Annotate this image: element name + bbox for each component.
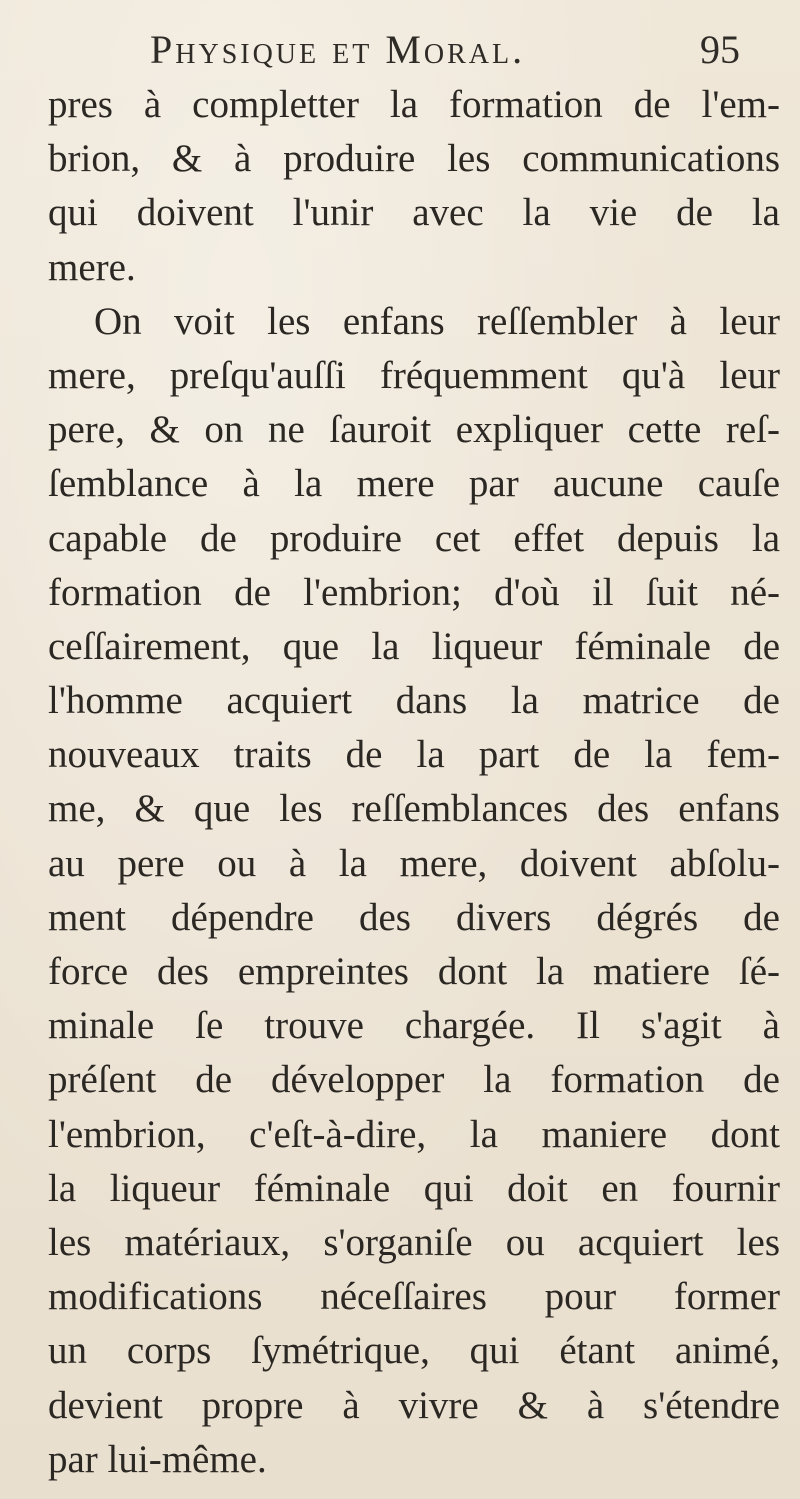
text-line: force des empreintes dont la matiere ſé- xyxy=(48,950,780,993)
text-line: ment dépendre des divers dégrés de xyxy=(48,895,780,939)
text-line: pres à completter la formation de l'em- xyxy=(48,83,780,126)
text-line: me, & que les reſſemblances des enfans xyxy=(48,787,780,831)
text-line: préſent de développer la formation de xyxy=(48,1058,780,1102)
text-line: au pere ou à la mere, doivent abſolu- xyxy=(48,841,780,885)
text-line: pere, & on ne ſauroit expliquer cette reſ- xyxy=(48,408,780,452)
text-line: ceſſairement, que la liqueur féminale de xyxy=(48,624,780,668)
text-line: nouveaux traits de la part de la fem- xyxy=(48,733,780,777)
body-text xyxy=(48,78,780,1487)
text-line: les matériaux, s'organiſe ou acquiert les xyxy=(48,1220,780,1264)
text-line: mere. xyxy=(48,245,136,289)
text-line: modifications néceſſaires pour former xyxy=(48,1275,780,1319)
text-line: mere, preſqu'auſſi fréquemment qu'à leur xyxy=(48,353,780,397)
text-line: capable de produire cet effet depuis la xyxy=(48,516,780,560)
text-line: par lui-même. xyxy=(48,1437,267,1481)
page-header xyxy=(120,20,740,76)
text-line: qui doivent l'unir avec la vie de la xyxy=(48,191,780,235)
text-line: la liqueur féminale qui doit en fournir xyxy=(48,1166,780,1210)
text-line: devient propre à vivre & à s'étendre xyxy=(48,1383,780,1427)
text-line: minale ſe trouve chargée. Il s'agit à xyxy=(48,1004,780,1048)
text-line: formation de l'embrion; d'où il ſuit né- xyxy=(48,570,780,614)
text-line: l'homme acquiert dans la matrice de xyxy=(48,679,780,723)
running-title: Physique et Moral. xyxy=(150,27,526,72)
text-line: l'embrion, c'eſt-à-dire, la maniere dont xyxy=(48,1112,780,1156)
text-line: un corps ſymétrique, qui étant animé, xyxy=(48,1329,780,1373)
page-number: 95 xyxy=(700,27,740,72)
paragraph-start-line: On voit les enfans reſſembler à leur xyxy=(94,299,780,343)
text-line: brion, & à produire les communications xyxy=(48,137,780,181)
text-line: ſemblance à la mere par aucune cauſe xyxy=(48,462,780,506)
